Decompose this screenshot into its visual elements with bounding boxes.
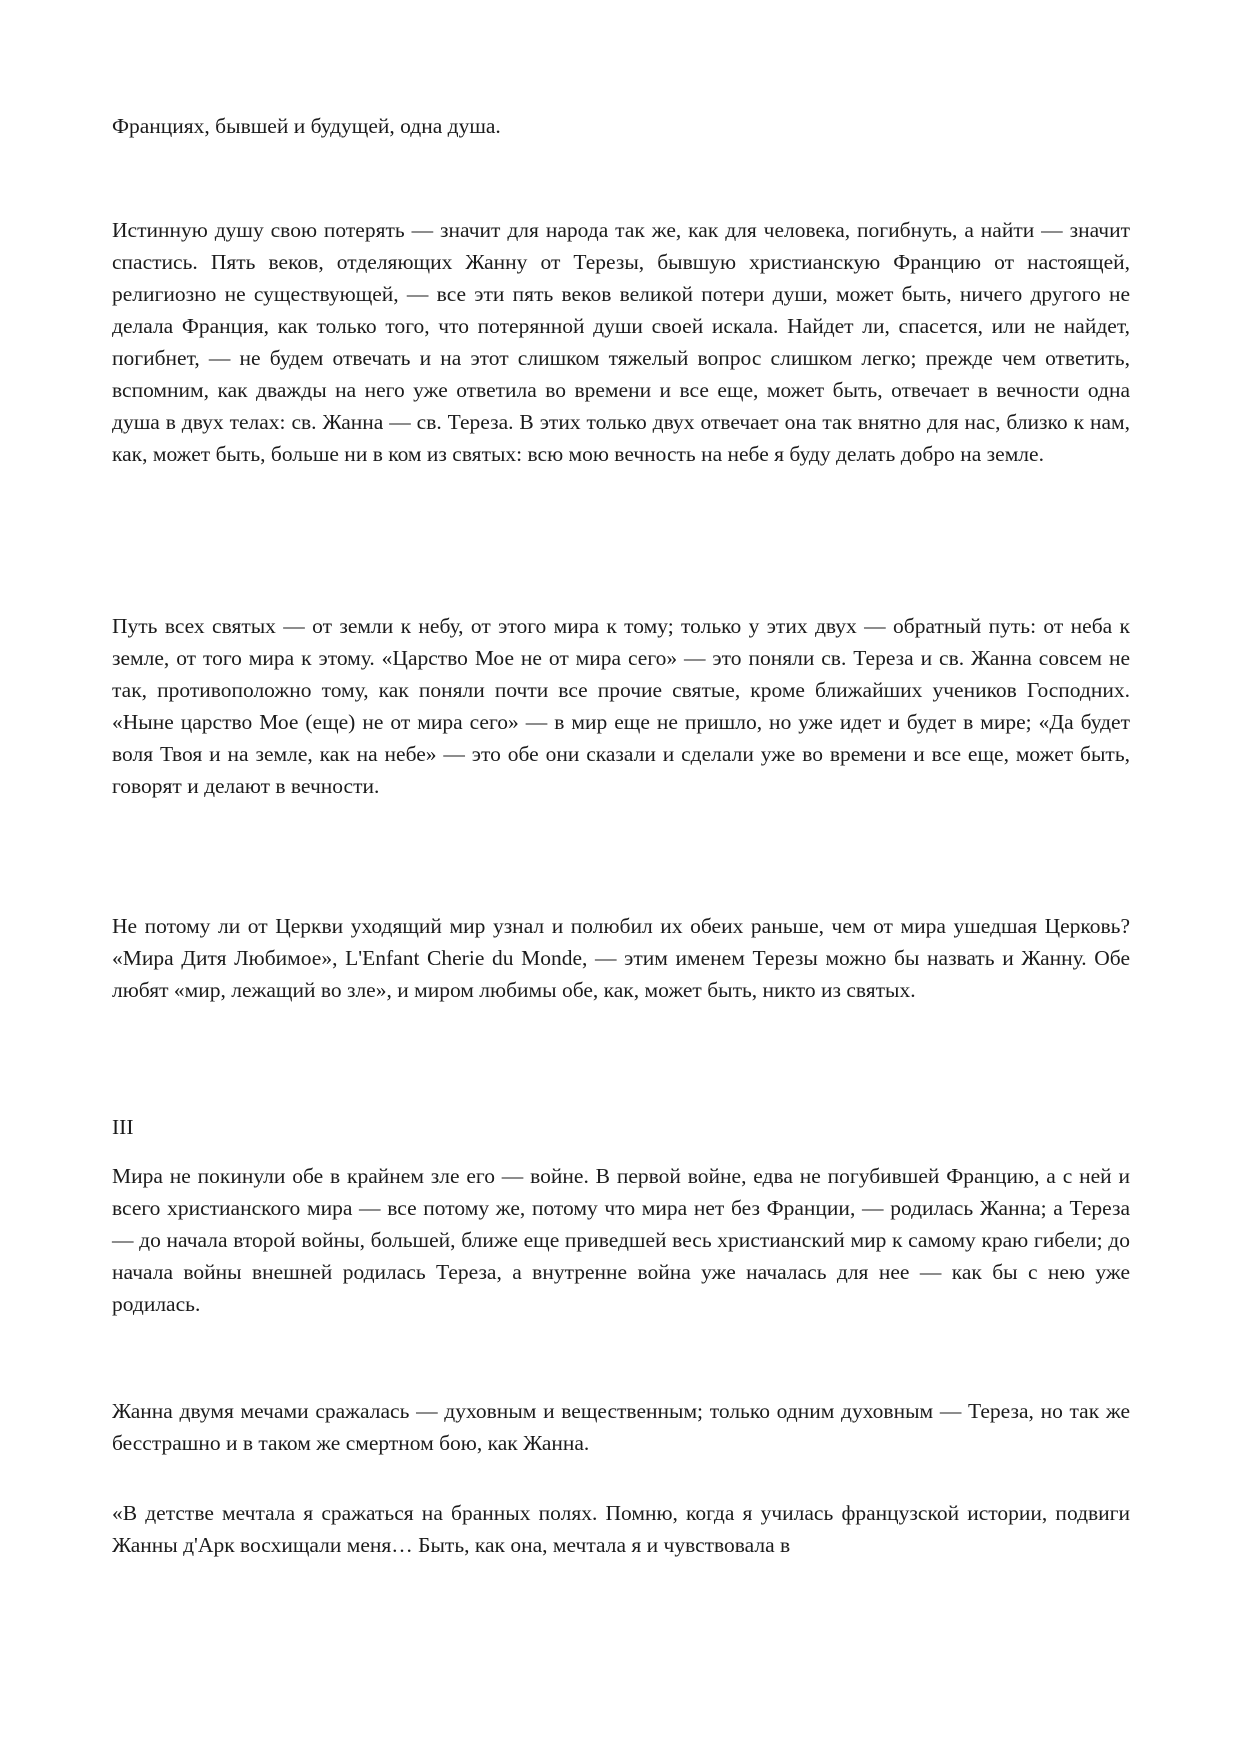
paragraph-continuation: Франциях, бывшей и будущей, одна душа. — [112, 114, 501, 138]
paragraph-path-of-saints: Путь всех святых — от земли к небу, от этого мира к тому; только у этих двух — обратный путь: от неба к земле, от того мира к этому. «Царство Мое не от мира сего» — это поняли св. Тереза и св. Жанна совсем не так, противоположно тому, как поняли почти все прочие святые, кроме ближайших учеников Господних. «Ныне царство Мое (еще) не от мира сего» — в мир еще не пришло, но уже идет и будет в мире; «Да будет воля Твоя и на земле, как на небе» — это обе они сказали и сделали уже во времени и все еще, может быть, говорят и делают в вечности. — [112, 614, 1130, 798]
paragraph-world-loved: Не потому ли от Церкви уходящий мир узнал и полюбил их обеих раньше, чем от мира ушедшая Церковь? «Мира Дитя Любимое», L'Enfant Cherie du Monde, — этим именем Терезы можно бы назвать и Жанну. Обе любят «мир, лежащий во зле», и миром любимы обе, как, может быть, никто из святых. — [112, 914, 1130, 1002]
paragraph-childhood-quote: «В детстве мечтала я сражаться на бранных полях. Помню, когда я училась французской истории, подвиги Жанны д'Арк восхищали меня… Быть, как она, мечтала я и чувствовала в — [112, 1501, 1130, 1557]
section-heading: III — [112, 1115, 134, 1139]
paragraph-lost-soul: Истинную душу свою потерять — значит для народа так же, как для человека, погибнуть, а найти — значит спастись. Пять веков, отделяющих Жанну от Терезы, бывшую христианскую Францию от настоящей, религиозно не существующей, — все эти пять веков великой потери души, может быть, ничего другого не делала Франция, как только того, что потерянной души своей искала. Найдет ли, спасется, или не найдет, погибнет, — не будем отвечать и на этот слишком тяжелый вопрос слишком легко; прежде чем ответить, вспомним, как дважды на него уже ответила во времени и все еще, может быть, отвечает в вечности одна душа в двух телах: св. Жанна — св. Тереза. В этих только двух отвечает она так внятно для нас, близко к нам, как, может быть, больше ни в ком из святых: всю мою вечность на небе я буду делать добро на земле. — [112, 218, 1130, 466]
paragraph-war: Мира не покинули обе в крайнем зле его — войне. В первой войне, едва не погубившей Францию, а с ней и всего христианского мира — все потому же, потому что мира нет без Франции, — родилась Жанна; а Тереза — до начала второй войны, большей, ближе еще приведшей весь христианский мир к самому краю гибели; до начала войны внешней родилась Тереза, а внутренне война уже началась для нее — как бы с нею уже родилась. — [112, 1164, 1130, 1316]
paragraph-two-swords: Жанна двумя мечами сражалась — духовным и вещественным; только одним духовным — Тереза, но так же бесстрашно и в таком же смертном бою, как Жанна. — [112, 1399, 1130, 1455]
